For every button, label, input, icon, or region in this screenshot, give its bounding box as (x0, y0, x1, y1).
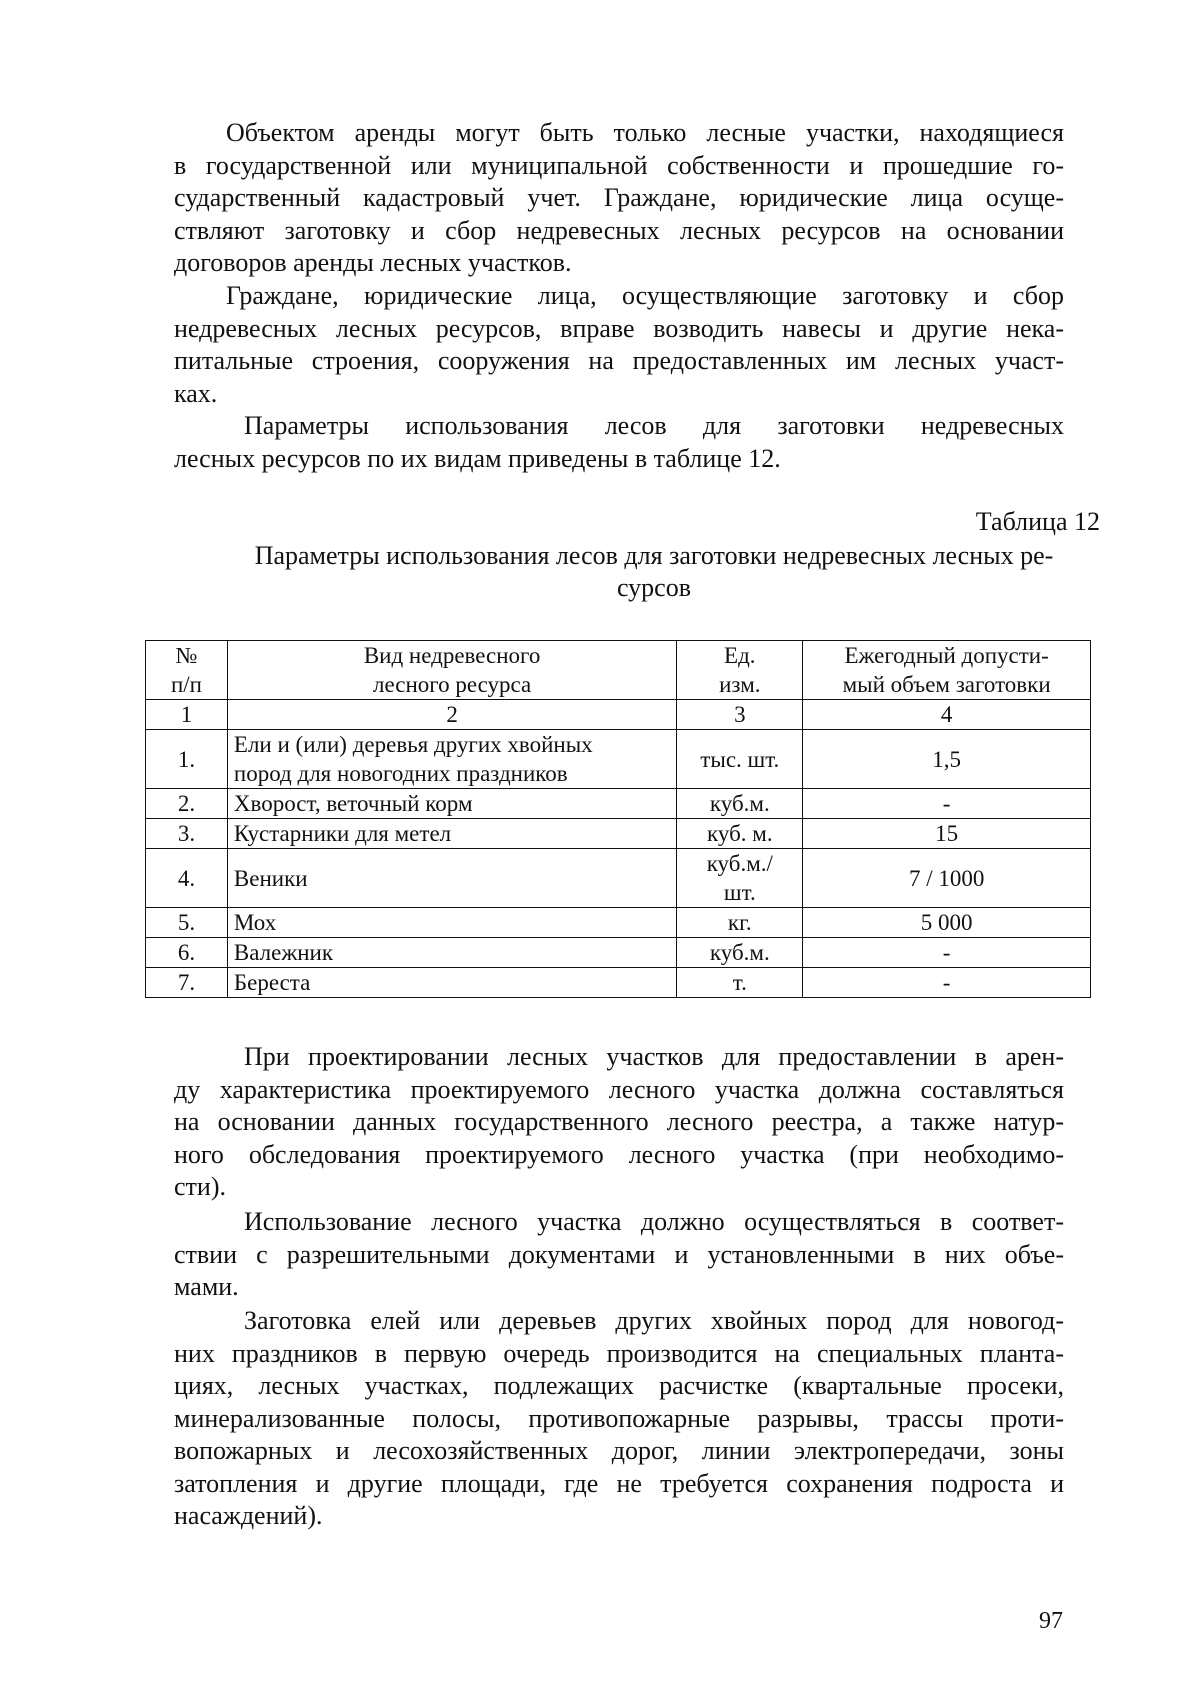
paragraph-usage (174, 1206, 1064, 1304)
paragraph-firs (174, 1305, 1064, 1533)
header-unit (677, 641, 803, 700)
row-num: 3. (146, 819, 228, 849)
text-line: При проектировании лесных участков для предоставлении в арен- (244, 1042, 1064, 1071)
text-line: недревесных лесных ресурсов, вправе возводить навесы и другие нека- (174, 313, 1064, 343)
row-volume: - (803, 968, 1091, 998)
text-line: на основании данных государственного лесного реестра, а также натур- (174, 1107, 1064, 1136)
resources-table (145, 640, 1091, 998)
text-line: Использование лесного участка должно осуществляться в соответ- (244, 1207, 1064, 1236)
row-kind: Хворост, веточный корм (227, 789, 676, 819)
row-unit (677, 849, 803, 908)
header-text: лесного ресурса (372, 672, 532, 697)
text-line: сти). (174, 1172, 226, 1201)
text-line: в государственной или муниципальной собственности и прошедшие го- (174, 150, 1064, 180)
row-volume: 15 (803, 819, 1091, 849)
row-num: 7. (146, 968, 228, 998)
row-kind: Кустарники для метел (227, 819, 676, 849)
row-num: 6. (146, 938, 228, 968)
text-line: Параметры использования лесов для заготовки недревесных (244, 411, 1064, 440)
header-text: Вид недревесного (363, 643, 541, 668)
header-volume (803, 641, 1091, 700)
table-title-line: Параметры использования лесов для заготовки недревесных лесных ре- (254, 541, 1054, 570)
row-num: 4. (146, 849, 228, 908)
row-unit: кг. (677, 908, 803, 938)
row-volume: 1,5 (803, 730, 1091, 789)
header-num (146, 641, 228, 700)
row-volume: - (803, 938, 1091, 968)
header-text: изм. (719, 672, 761, 697)
paragraph-structures (174, 280, 1064, 410)
table-row (146, 968, 1091, 998)
header-text: Ежегодный допусти- (844, 643, 1049, 668)
column-number: 1 (146, 700, 228, 730)
row-unit: куб.м. (677, 789, 803, 819)
paragraph-lease-object (174, 117, 1064, 280)
text-line: мами. (174, 1272, 239, 1301)
page-number: 97 (1039, 1608, 1063, 1634)
header-text: Ед. (724, 643, 756, 668)
row-kind-line: Ели и (или) деревья других хвойных (233, 732, 593, 757)
header-text: п/п (170, 672, 202, 697)
row-kind: Валежник (227, 938, 676, 968)
text-line: ствии с разрешительными документами и установленными в них объе- (174, 1239, 1064, 1269)
table-header-row (146, 641, 1091, 700)
table-row (146, 819, 1091, 849)
row-volume: 5 000 (803, 908, 1091, 938)
row-unit: тыс. шт. (677, 730, 803, 789)
table-row (146, 938, 1091, 968)
table-title (174, 540, 1134, 604)
text-line: Заготовка елей или деревьев других хвойных пород для новогод- (244, 1306, 1064, 1335)
row-num: 5. (146, 908, 228, 938)
text-line: них праздников в первую очередь производится на специальных планта- (174, 1338, 1064, 1368)
text-line: Объектом аренды могут быть только лесные участки, находящиеся (226, 118, 1064, 147)
text-line: договоров аренды лесных участков. (174, 248, 572, 277)
paragraph-parameters (174, 410, 1064, 475)
text-line: Граждане, юридические лица, осуществляющие заготовку и сбор (226, 281, 1064, 310)
text-line: вопожарных и лесохозяйственных дорог, линии электропередачи, зоны (174, 1436, 1064, 1465)
text-line: затопления и другие площади, где не требуется сохранения подроста и (174, 1468, 1064, 1498)
row-unit-line: куб.м./ (706, 851, 773, 876)
column-numbers-row (146, 700, 1091, 730)
text-line: минерализованные полосы, противопожарные разрывы, трассы проти- (174, 1403, 1064, 1433)
row-num: 1. (146, 730, 228, 789)
table-row (146, 908, 1091, 938)
row-unit: куб. м. (677, 819, 803, 849)
text-line: циях, лесных участках, подлежащих расчистке (квартальные просеки, (174, 1371, 1064, 1400)
row-num: 2. (146, 789, 228, 819)
table-title-line: сурсов (616, 573, 691, 602)
row-unit: куб.м. (677, 938, 803, 968)
text-line: ду характеристика проектируемого лесного участка должна составляться (174, 1074, 1064, 1104)
header-text: № (175, 643, 198, 668)
table-number: Таблица 12 (975, 507, 1100, 536)
row-kind: Мох (227, 908, 676, 938)
text-line: насаждений). (174, 1501, 323, 1530)
header-text: мый объем заготовки (842, 672, 1051, 697)
table-row (146, 849, 1091, 908)
text-line: ствляют заготовку и сбор недревесных лесных ресурсов на основании (174, 215, 1064, 245)
column-number: 3 (677, 700, 803, 730)
row-kind-line: пород для новогодних праздников (233, 761, 568, 786)
text-line: ках. (174, 378, 218, 408)
column-number: 4 (803, 700, 1091, 730)
column-number: 2 (227, 700, 676, 730)
header-kind (227, 641, 676, 700)
table-row (146, 730, 1091, 789)
text-line: лесных ресурсов по их видам приведены в таблице 12. (174, 443, 781, 473)
row-kind (227, 730, 676, 789)
paragraph-design (174, 1041, 1064, 1204)
row-unit-line: шт. (723, 880, 756, 905)
text-line: ного обследования проектируемого лесного участка (при необходимо- (174, 1139, 1064, 1169)
row-unit: т. (677, 968, 803, 998)
row-kind: Веники (227, 849, 676, 908)
text-line: сударственный кадастровый учет. Граждане, юридические лица осуще- (174, 183, 1064, 212)
row-kind: Береста (227, 968, 676, 998)
row-volume: - (803, 789, 1091, 819)
row-volume: 7 / 1000 (803, 849, 1091, 908)
table-row (146, 789, 1091, 819)
text-line: питальные строения, сооружения на предоставленных им лесных участ- (174, 346, 1064, 375)
